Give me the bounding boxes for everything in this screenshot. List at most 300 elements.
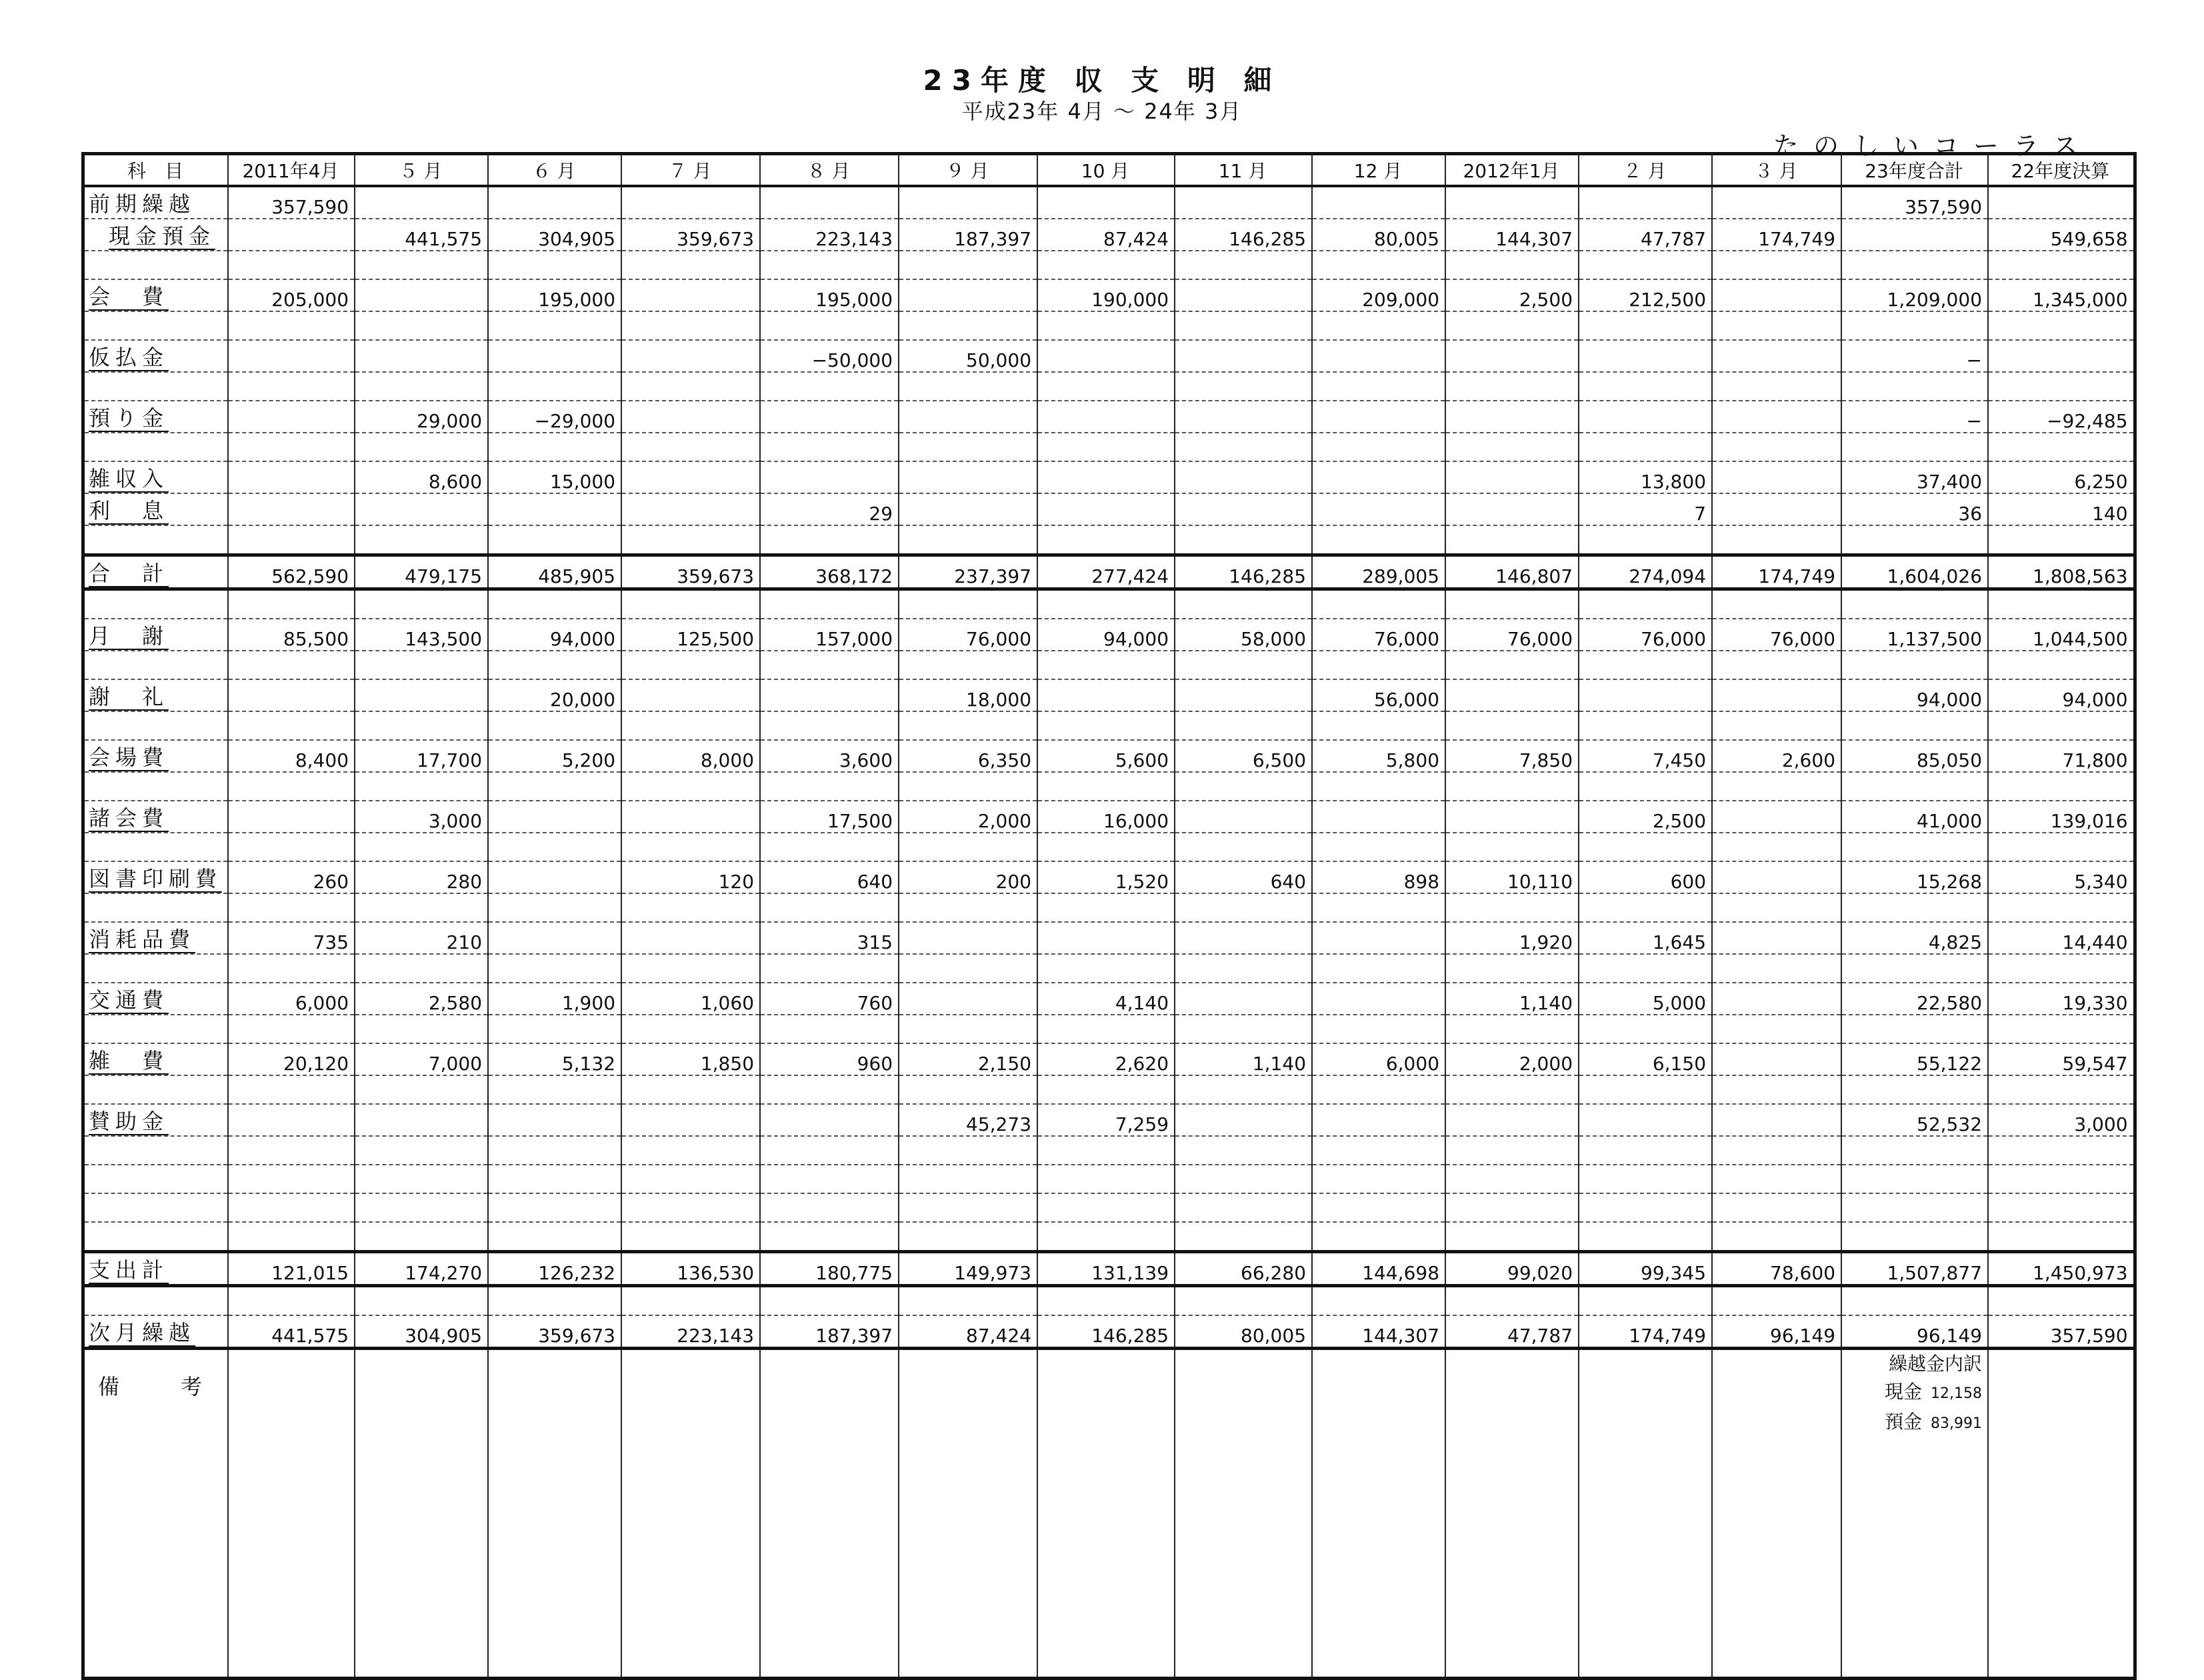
- header-row: [83, 154, 2135, 187]
- amount-cell: [760, 954, 899, 983]
- amount-cell: 1,137,500: [1841, 619, 1988, 651]
- amount-cell: [1841, 833, 1988, 861]
- page-title: 23年度 収 支 明 細: [923, 64, 1281, 97]
- amount-cell: [1037, 493, 1175, 525]
- amount-cell: 205,000: [228, 279, 355, 311]
- amount-cell: [1175, 372, 1312, 401]
- amount-cell: 1,507,877: [1841, 1252, 1988, 1286]
- amount-cell: 94,000: [488, 619, 621, 651]
- amount-cell: 15,000: [488, 461, 621, 493]
- amount-cell: [621, 1165, 760, 1193]
- amount-cell: 304,905: [355, 1315, 488, 1349]
- amount-cell: [1037, 893, 1175, 922]
- amount-cell: 274,094: [1579, 555, 1712, 589]
- amount-cell: [1712, 433, 1841, 461]
- amount-cell: [1988, 1136, 2135, 1165]
- amount-cell: 76,000: [1712, 619, 1841, 651]
- ledger-body: [83, 154, 2135, 1679]
- amount-cell: [760, 651, 899, 679]
- amount-cell: [621, 1015, 760, 1043]
- amount-cell: [760, 589, 899, 619]
- amount-cell: 16,000: [1037, 801, 1175, 833]
- carryover-breakdown: [1841, 1349, 1988, 1679]
- amount-cell: [355, 311, 488, 340]
- amount-cell: 6,000: [228, 983, 355, 1015]
- amount-cell: [760, 433, 899, 461]
- amount-cell: [488, 711, 621, 740]
- amount-cell: 76,000: [1579, 619, 1712, 651]
- amount-cell: [1037, 1222, 1175, 1252]
- amount-cell: 357,590: [1988, 1315, 2135, 1349]
- amount-cell: [488, 922, 621, 954]
- amount-cell: [1037, 372, 1175, 401]
- amount-cell: [1988, 372, 2135, 401]
- amount-cell: 441,575: [228, 1315, 355, 1349]
- amount-cell: [1445, 589, 1579, 619]
- row-label: [83, 1136, 229, 1165]
- row-label-text: 雑収入: [89, 466, 169, 491]
- amount-cell: [621, 493, 760, 525]
- amount-cell: [1037, 1165, 1175, 1193]
- amount-cell: [488, 186, 621, 219]
- amount-cell: [760, 833, 899, 861]
- amount-cell: [621, 251, 760, 279]
- memo-cell: [1312, 1349, 1445, 1679]
- amount-cell: 640: [1175, 861, 1312, 893]
- amount-cell: [1175, 589, 1312, 619]
- amount-cell: 3,000: [355, 801, 488, 833]
- amount-cell: 195,000: [488, 279, 621, 311]
- row-label-text: 預り金: [89, 405, 169, 431]
- amount-cell: [1579, 311, 1712, 340]
- amount-cell: [621, 679, 760, 711]
- amount-cell: 78,600: [1712, 1252, 1841, 1286]
- amount-cell: 280: [355, 861, 488, 893]
- amount-cell: [621, 340, 760, 372]
- amount-cell: 56,000: [1312, 679, 1445, 711]
- amount-cell: 146,285: [1175, 555, 1312, 589]
- amount-cell: [1037, 679, 1175, 711]
- amount-cell: [1037, 1015, 1175, 1043]
- memo-cell: [1037, 1349, 1175, 1679]
- row-label: [83, 619, 229, 651]
- amount-cell: [760, 1104, 899, 1136]
- amount-cell: [1579, 433, 1712, 461]
- amount-cell: 29,000: [355, 401, 488, 433]
- amount-cell: [355, 372, 488, 401]
- amount-cell: [1988, 251, 2135, 279]
- amount-cell: [621, 922, 760, 954]
- row-label: [83, 711, 229, 740]
- ledger-row: [83, 493, 2135, 525]
- amount-cell: [355, 954, 488, 983]
- row-label-text: 会 費: [89, 284, 169, 309]
- amount-cell: [1712, 711, 1841, 740]
- amount-cell: 174,749: [1579, 1315, 1712, 1349]
- amount-cell: [899, 1286, 1037, 1316]
- amount-cell: [1988, 1165, 2135, 1193]
- amount-cell: [1712, 922, 1841, 954]
- amount-cell: [1841, 651, 1988, 679]
- amount-cell: 1,345,000: [1988, 279, 2135, 311]
- amount-cell: [1037, 401, 1175, 433]
- ledger-row: [83, 651, 2135, 679]
- amount-cell: [1841, 589, 1988, 619]
- amount-cell: [760, 461, 899, 493]
- amount-cell: [1988, 525, 2135, 555]
- ledger-row: [83, 833, 2135, 861]
- amount-cell: [1175, 279, 1312, 311]
- amount-cell: [228, 340, 355, 372]
- amount-cell: [488, 651, 621, 679]
- ledger-row: [83, 861, 2135, 893]
- amount-cell: [621, 525, 760, 555]
- amount-cell: [488, 861, 621, 893]
- cash-value: 12,158: [1931, 1385, 1983, 1402]
- amount-cell: 174,270: [355, 1252, 488, 1286]
- amount-cell: [1312, 340, 1445, 372]
- amount-cell: [228, 801, 355, 833]
- amount-cell: 5,600: [1037, 740, 1175, 772]
- memo-cell: [1712, 1349, 1841, 1679]
- amount-cell: 71,800: [1988, 740, 2135, 772]
- amount-cell: [355, 1165, 488, 1193]
- ledger-row: [83, 893, 2135, 922]
- amount-cell: 1,900: [488, 983, 621, 1015]
- amount-cell: [1312, 1015, 1445, 1043]
- memo-cell: [488, 1349, 621, 1679]
- amount-cell: [228, 433, 355, 461]
- memo-cell: [1988, 1349, 2135, 1679]
- column-header: 22年度決算: [1988, 154, 2135, 187]
- amount-cell: [355, 493, 488, 525]
- amount-cell: [1175, 186, 1312, 219]
- amount-cell: [899, 1222, 1037, 1252]
- amount-cell: 1,808,563: [1988, 555, 2135, 589]
- amount-cell: 223,143: [621, 1315, 760, 1349]
- amount-cell: [228, 311, 355, 340]
- amount-cell: [1712, 1075, 1841, 1104]
- amount-cell: 1,520: [1037, 861, 1175, 893]
- amount-cell: 3,000: [1988, 1104, 2135, 1136]
- amount-cell: 18,000: [899, 679, 1037, 711]
- deposit-line: [1846, 1408, 1982, 1438]
- amount-cell: −: [1841, 340, 1988, 372]
- amount-cell: [1175, 1286, 1312, 1316]
- amount-cell: [488, 954, 621, 983]
- amount-cell: [1312, 772, 1445, 801]
- amount-cell: [355, 433, 488, 461]
- amount-cell: [228, 461, 355, 493]
- amount-cell: [1712, 1286, 1841, 1316]
- amount-cell: [1175, 1193, 1312, 1222]
- amount-cell: 549,658: [1988, 219, 2135, 251]
- amount-cell: [1988, 1193, 2135, 1222]
- amount-cell: [1988, 311, 2135, 340]
- ledger-row: [83, 555, 2135, 589]
- amount-cell: 146,285: [1037, 1315, 1175, 1349]
- amount-cell: 2,000: [1445, 1043, 1579, 1075]
- amount-cell: 187,397: [760, 1315, 899, 1349]
- row-label: [83, 525, 229, 555]
- amount-cell: 8,600: [355, 461, 488, 493]
- amount-cell: [1712, 311, 1841, 340]
- amount-cell: [1445, 251, 1579, 279]
- amount-cell: [1712, 1104, 1841, 1136]
- amount-cell: [1841, 1015, 1988, 1043]
- row-label-text: 利 息: [89, 498, 169, 523]
- amount-cell: [488, 1286, 621, 1316]
- amount-cell: [1037, 954, 1175, 983]
- memo-row: [83, 1349, 2135, 1679]
- amount-cell: 140: [1988, 493, 2135, 525]
- row-label: [83, 1252, 229, 1286]
- amount-cell: 20,000: [488, 679, 621, 711]
- column-header: 10 月: [1037, 154, 1175, 187]
- ledger-row: [83, 461, 2135, 493]
- amount-cell: 4,825: [1841, 922, 1988, 954]
- amount-cell: [1841, 372, 1988, 401]
- amount-cell: −29,000: [488, 401, 621, 433]
- amount-cell: 76,000: [1312, 619, 1445, 651]
- amount-cell: 209,000: [1312, 279, 1445, 311]
- amount-cell: [488, 589, 621, 619]
- amount-cell: [1988, 954, 2135, 983]
- amount-cell: [621, 954, 760, 983]
- amount-cell: [621, 833, 760, 861]
- amount-cell: 94,000: [1037, 619, 1175, 651]
- amount-cell: [621, 433, 760, 461]
- amount-cell: 600: [1579, 861, 1712, 893]
- row-label: [83, 311, 229, 340]
- row-label-text: 前期繰越: [89, 191, 196, 217]
- amount-cell: [355, 340, 488, 372]
- column-header: 科 目: [83, 154, 229, 187]
- amount-cell: 1,140: [1445, 983, 1579, 1015]
- amount-cell: [1037, 833, 1175, 861]
- amount-cell: 96,149: [1712, 1315, 1841, 1349]
- amount-cell: [621, 372, 760, 401]
- amount-cell: 7,850: [1445, 740, 1579, 772]
- amount-cell: 14,440: [1988, 922, 2135, 954]
- amount-cell: [488, 801, 621, 833]
- amount-cell: [1037, 1193, 1175, 1222]
- amount-cell: 120: [621, 861, 760, 893]
- amount-cell: [760, 711, 899, 740]
- amount-cell: [1445, 954, 1579, 983]
- ledger-row: [83, 1043, 2135, 1075]
- amount-cell: 80,005: [1312, 219, 1445, 251]
- amount-cell: 212,500: [1579, 279, 1712, 311]
- amount-cell: [1579, 1165, 1712, 1193]
- amount-cell: 36: [1841, 493, 1988, 525]
- amount-cell: 20,120: [228, 1043, 355, 1075]
- row-label: [83, 433, 229, 461]
- amount-cell: [899, 279, 1037, 311]
- amount-cell: [1445, 833, 1579, 861]
- column-header: ３ 月: [1712, 154, 1841, 187]
- amount-cell: [1037, 589, 1175, 619]
- ledger-row: [83, 1222, 2135, 1252]
- amount-cell: 47,787: [1445, 1315, 1579, 1349]
- amount-cell: [899, 1193, 1037, 1222]
- row-label: [83, 1222, 229, 1252]
- amount-cell: −: [1841, 401, 1988, 433]
- amount-cell: [899, 893, 1037, 922]
- amount-cell: [1579, 186, 1712, 219]
- amount-cell: 66,280: [1175, 1252, 1312, 1286]
- memo-cell: [899, 1349, 1037, 1679]
- amount-cell: [1712, 493, 1841, 525]
- amount-cell: [1312, 372, 1445, 401]
- amount-cell: [1175, 893, 1312, 922]
- amount-cell: [760, 679, 899, 711]
- amount-cell: [1037, 1286, 1175, 1316]
- amount-cell: [1445, 679, 1579, 711]
- amount-cell: [1037, 651, 1175, 679]
- amount-cell: [1841, 893, 1988, 922]
- amount-cell: 735: [228, 922, 355, 954]
- amount-cell: [1579, 679, 1712, 711]
- row-label: [83, 679, 229, 711]
- amount-cell: [1037, 251, 1175, 279]
- amount-cell: [1175, 1222, 1312, 1252]
- amount-cell: [228, 372, 355, 401]
- amount-cell: [1312, 1075, 1445, 1104]
- amount-cell: 22,580: [1841, 983, 1988, 1015]
- amount-cell: [488, 525, 621, 555]
- amount-cell: 960: [760, 1043, 899, 1075]
- column-header: ７ 月: [621, 154, 760, 187]
- amount-cell: [760, 893, 899, 922]
- amount-cell: [228, 1075, 355, 1104]
- amount-cell: [355, 1136, 488, 1165]
- memo-label: 備 考: [83, 1349, 229, 1679]
- amount-cell: 359,673: [621, 219, 760, 251]
- deposit-value: 83,991: [1931, 1415, 1983, 1432]
- amount-cell: [1445, 1075, 1579, 1104]
- amount-cell: [1445, 1015, 1579, 1043]
- amount-cell: 187,397: [899, 219, 1037, 251]
- amount-cell: [899, 401, 1037, 433]
- amount-cell: [1312, 983, 1445, 1015]
- amount-cell: [1579, 711, 1712, 740]
- memo-cell: [228, 1349, 355, 1679]
- row-label: [83, 893, 229, 922]
- amount-cell: [1312, 651, 1445, 679]
- amount-cell: [228, 219, 355, 251]
- amount-cell: [621, 893, 760, 922]
- amount-cell: 562,590: [228, 555, 355, 589]
- amount-cell: [1445, 711, 1579, 740]
- column-header: 11 月: [1175, 154, 1312, 187]
- amount-cell: 55,122: [1841, 1043, 1988, 1075]
- amount-cell: [1579, 251, 1712, 279]
- amount-cell: [228, 1286, 355, 1316]
- amount-cell: 85,050: [1841, 740, 1988, 772]
- amount-cell: [1988, 772, 2135, 801]
- row-label-text: 雑 費: [89, 1048, 169, 1073]
- amount-cell: [1841, 525, 1988, 555]
- amount-cell: [1175, 651, 1312, 679]
- amount-cell: 47,787: [1579, 219, 1712, 251]
- amount-cell: [1175, 461, 1312, 493]
- amount-cell: [1988, 833, 2135, 861]
- amount-cell: [1312, 461, 1445, 493]
- amount-cell: 6,500: [1175, 740, 1312, 772]
- amount-cell: [355, 651, 488, 679]
- amount-cell: [1841, 1286, 1988, 1316]
- amount-cell: [1579, 1286, 1712, 1316]
- amount-cell: [1175, 954, 1312, 983]
- amount-cell: [760, 1136, 899, 1165]
- row-label-text: 合 計: [89, 561, 169, 586]
- amount-cell: [621, 1193, 760, 1222]
- amount-cell: [1579, 954, 1712, 983]
- amount-cell: 1,060: [621, 983, 760, 1015]
- amount-cell: [621, 401, 760, 433]
- row-label-text: 図書印刷費: [89, 866, 223, 891]
- ledger-row: [83, 983, 2135, 1015]
- amount-cell: [1037, 525, 1175, 555]
- cash-label: 現金: [1885, 1381, 1923, 1403]
- amount-cell: [1579, 401, 1712, 433]
- amount-cell: [1445, 1286, 1579, 1316]
- row-label: [83, 1015, 229, 1043]
- row-label: [83, 461, 229, 493]
- column-header: 2011年4月: [228, 154, 355, 187]
- amount-cell: [1712, 589, 1841, 619]
- ledger-row: [83, 401, 2135, 433]
- amount-cell: 5,000: [1579, 983, 1712, 1015]
- amount-cell: [228, 1193, 355, 1222]
- amount-cell: [1445, 433, 1579, 461]
- amount-cell: [760, 1222, 899, 1252]
- row-label: [83, 861, 229, 893]
- amount-cell: [488, 1015, 621, 1043]
- amount-cell: 2,580: [355, 983, 488, 1015]
- amount-cell: 144,698: [1312, 1252, 1445, 1286]
- amount-cell: [488, 893, 621, 922]
- row-label: [83, 1286, 229, 1316]
- amount-cell: [1579, 651, 1712, 679]
- amount-cell: 1,140: [1175, 1043, 1312, 1075]
- amount-cell: [1445, 372, 1579, 401]
- amount-cell: [1445, 493, 1579, 525]
- amount-cell: [355, 833, 488, 861]
- amount-cell: 357,590: [228, 186, 355, 219]
- amount-cell: 174,749: [1712, 555, 1841, 589]
- amount-cell: [355, 772, 488, 801]
- row-label: [83, 555, 229, 589]
- amount-cell: [1579, 525, 1712, 555]
- amount-cell: [1037, 311, 1175, 340]
- amount-cell: [355, 1075, 488, 1104]
- amount-cell: [1175, 525, 1312, 555]
- amount-cell: [488, 311, 621, 340]
- amount-cell: 368,172: [760, 555, 899, 589]
- amount-cell: 359,673: [621, 555, 760, 589]
- row-label: [83, 1315, 229, 1349]
- amount-cell: [355, 893, 488, 922]
- amount-cell: [488, 251, 621, 279]
- amount-cell: 17,700: [355, 740, 488, 772]
- amount-cell: [1175, 922, 1312, 954]
- amount-cell: [1841, 711, 1988, 740]
- row-label: [83, 251, 229, 279]
- amount-cell: 2,150: [899, 1043, 1037, 1075]
- amount-cell: [1175, 679, 1312, 711]
